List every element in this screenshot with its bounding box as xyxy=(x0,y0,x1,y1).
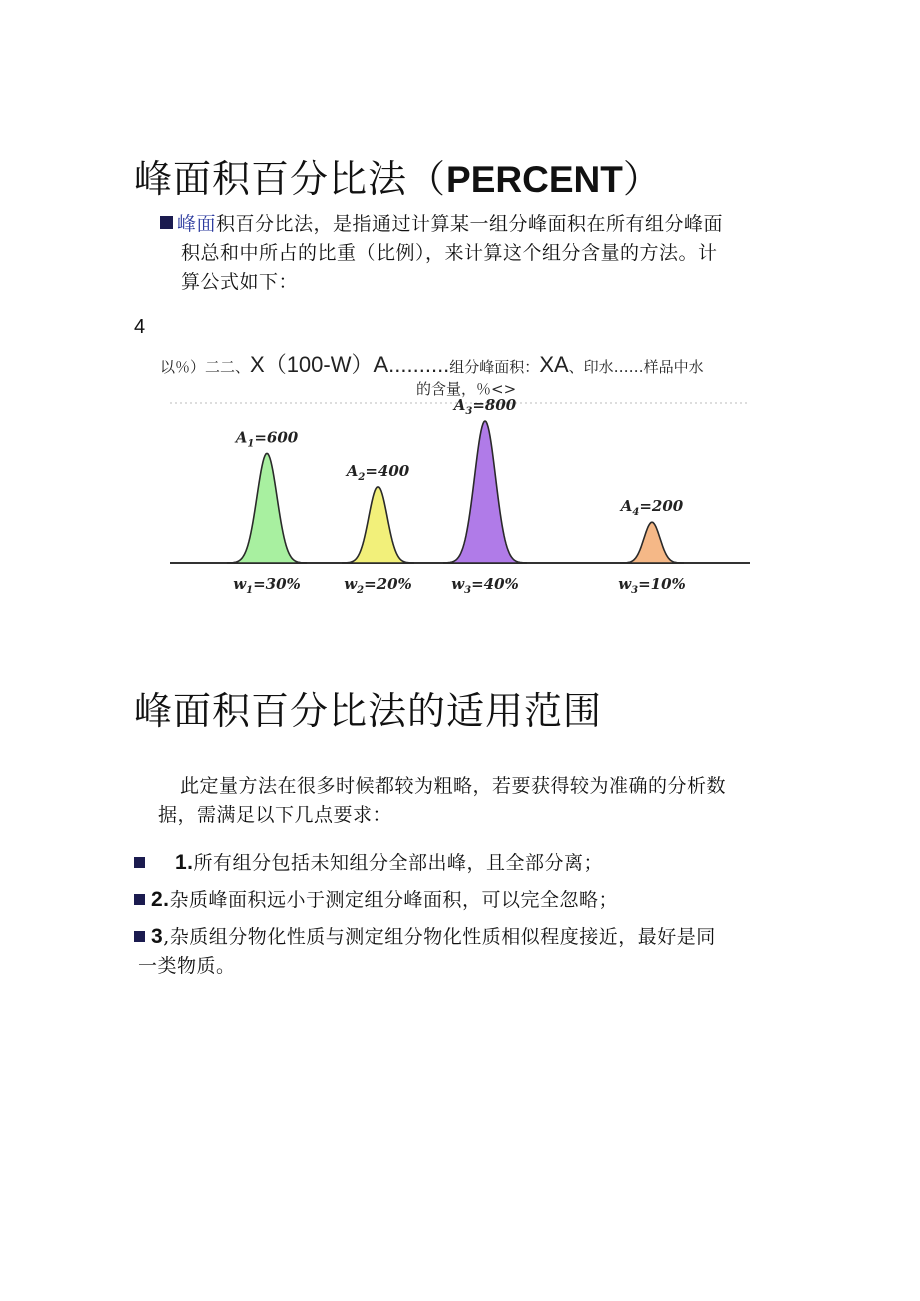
lead-highlight: 峰面 xyxy=(177,213,217,235)
formula-part-2: X（100-W）A xyxy=(250,352,389,377)
peak-4 xyxy=(620,522,684,563)
peak-weight-label: $w_3=10\%$ xyxy=(618,575,686,596)
stray-number: 4 xyxy=(134,316,146,338)
intro-line-2: 据，需满足以下几点要求： xyxy=(158,804,393,826)
list-item-3-continued: 一类物质。 xyxy=(138,955,236,977)
list-item-3 xyxy=(134,922,814,952)
item-number: 1. xyxy=(175,851,194,874)
formula-part-3: .......... xyxy=(388,352,450,377)
item-text: 杂质峰面积远小于测定组分峰面积，可以完全忽略； xyxy=(169,889,619,911)
formula-part-4: 组分峰面积： xyxy=(449,358,540,376)
formula-part-1: 以％）二二、 xyxy=(160,358,251,376)
requirements-list xyxy=(134,848,814,981)
item-number: 2. xyxy=(151,888,170,911)
section1-title-paren-close: ） xyxy=(622,157,662,201)
formula-line-2: 的含量，％<> xyxy=(416,380,517,398)
section2-title: 峰面积百分比法的适用范围 xyxy=(134,689,603,733)
square-bullet-icon xyxy=(134,931,145,942)
lead-line-3: 算公式如下： xyxy=(181,271,299,293)
peak-weight-label: $w_1=30\%$ xyxy=(233,575,301,596)
section1-title-paren-open: （ xyxy=(407,157,447,201)
section2-intro xyxy=(134,772,814,830)
item-text: ,杂质组分物化性质与测定组分物化性质相似程度接近，最好是同 xyxy=(163,926,716,948)
peak-area-label: $A_1=600$ xyxy=(235,428,299,450)
peak-area-label: $A_2=400$ xyxy=(346,461,410,483)
section1-title-latin: PERCENT xyxy=(446,159,623,200)
peak-weight-label: $w_2=20\%$ xyxy=(344,575,412,596)
list-item-1 xyxy=(134,848,814,878)
item-number: 3 xyxy=(151,925,164,948)
peak-area-label: $A_4=200$ xyxy=(620,497,684,519)
intro-line-1: 此定量方法在很多时候都较为粗略，若要获得较为准确的分析数 xyxy=(180,775,727,797)
square-bullet-icon xyxy=(134,857,145,868)
item-text: 所有组分包括未知组分全部出峰，且全部分离； xyxy=(193,852,604,874)
peak-1 xyxy=(227,453,307,563)
formula-part-6: 、印水……样品中水 xyxy=(568,358,704,376)
square-bullet-icon xyxy=(134,894,145,905)
section1-title-text: 峰面积百分比法 xyxy=(134,157,408,201)
list-item-2 xyxy=(134,885,814,915)
lead-text-1: 积百分比法，是指通过计算某一组分峰面积在所有组分峰面 xyxy=(216,213,724,235)
peak-2 xyxy=(342,487,414,563)
formula-part-5: XA xyxy=(539,352,569,377)
lead-line-2: 积总和中所占的比重（比例），来计算这个组分含量的方法。计 xyxy=(181,242,718,264)
peaks-layer xyxy=(227,396,686,596)
peak-3 xyxy=(443,421,527,563)
peak-weight-label: $w_3=40\%$ xyxy=(451,575,519,596)
peak-area-label: $A_3=800$ xyxy=(453,396,517,417)
